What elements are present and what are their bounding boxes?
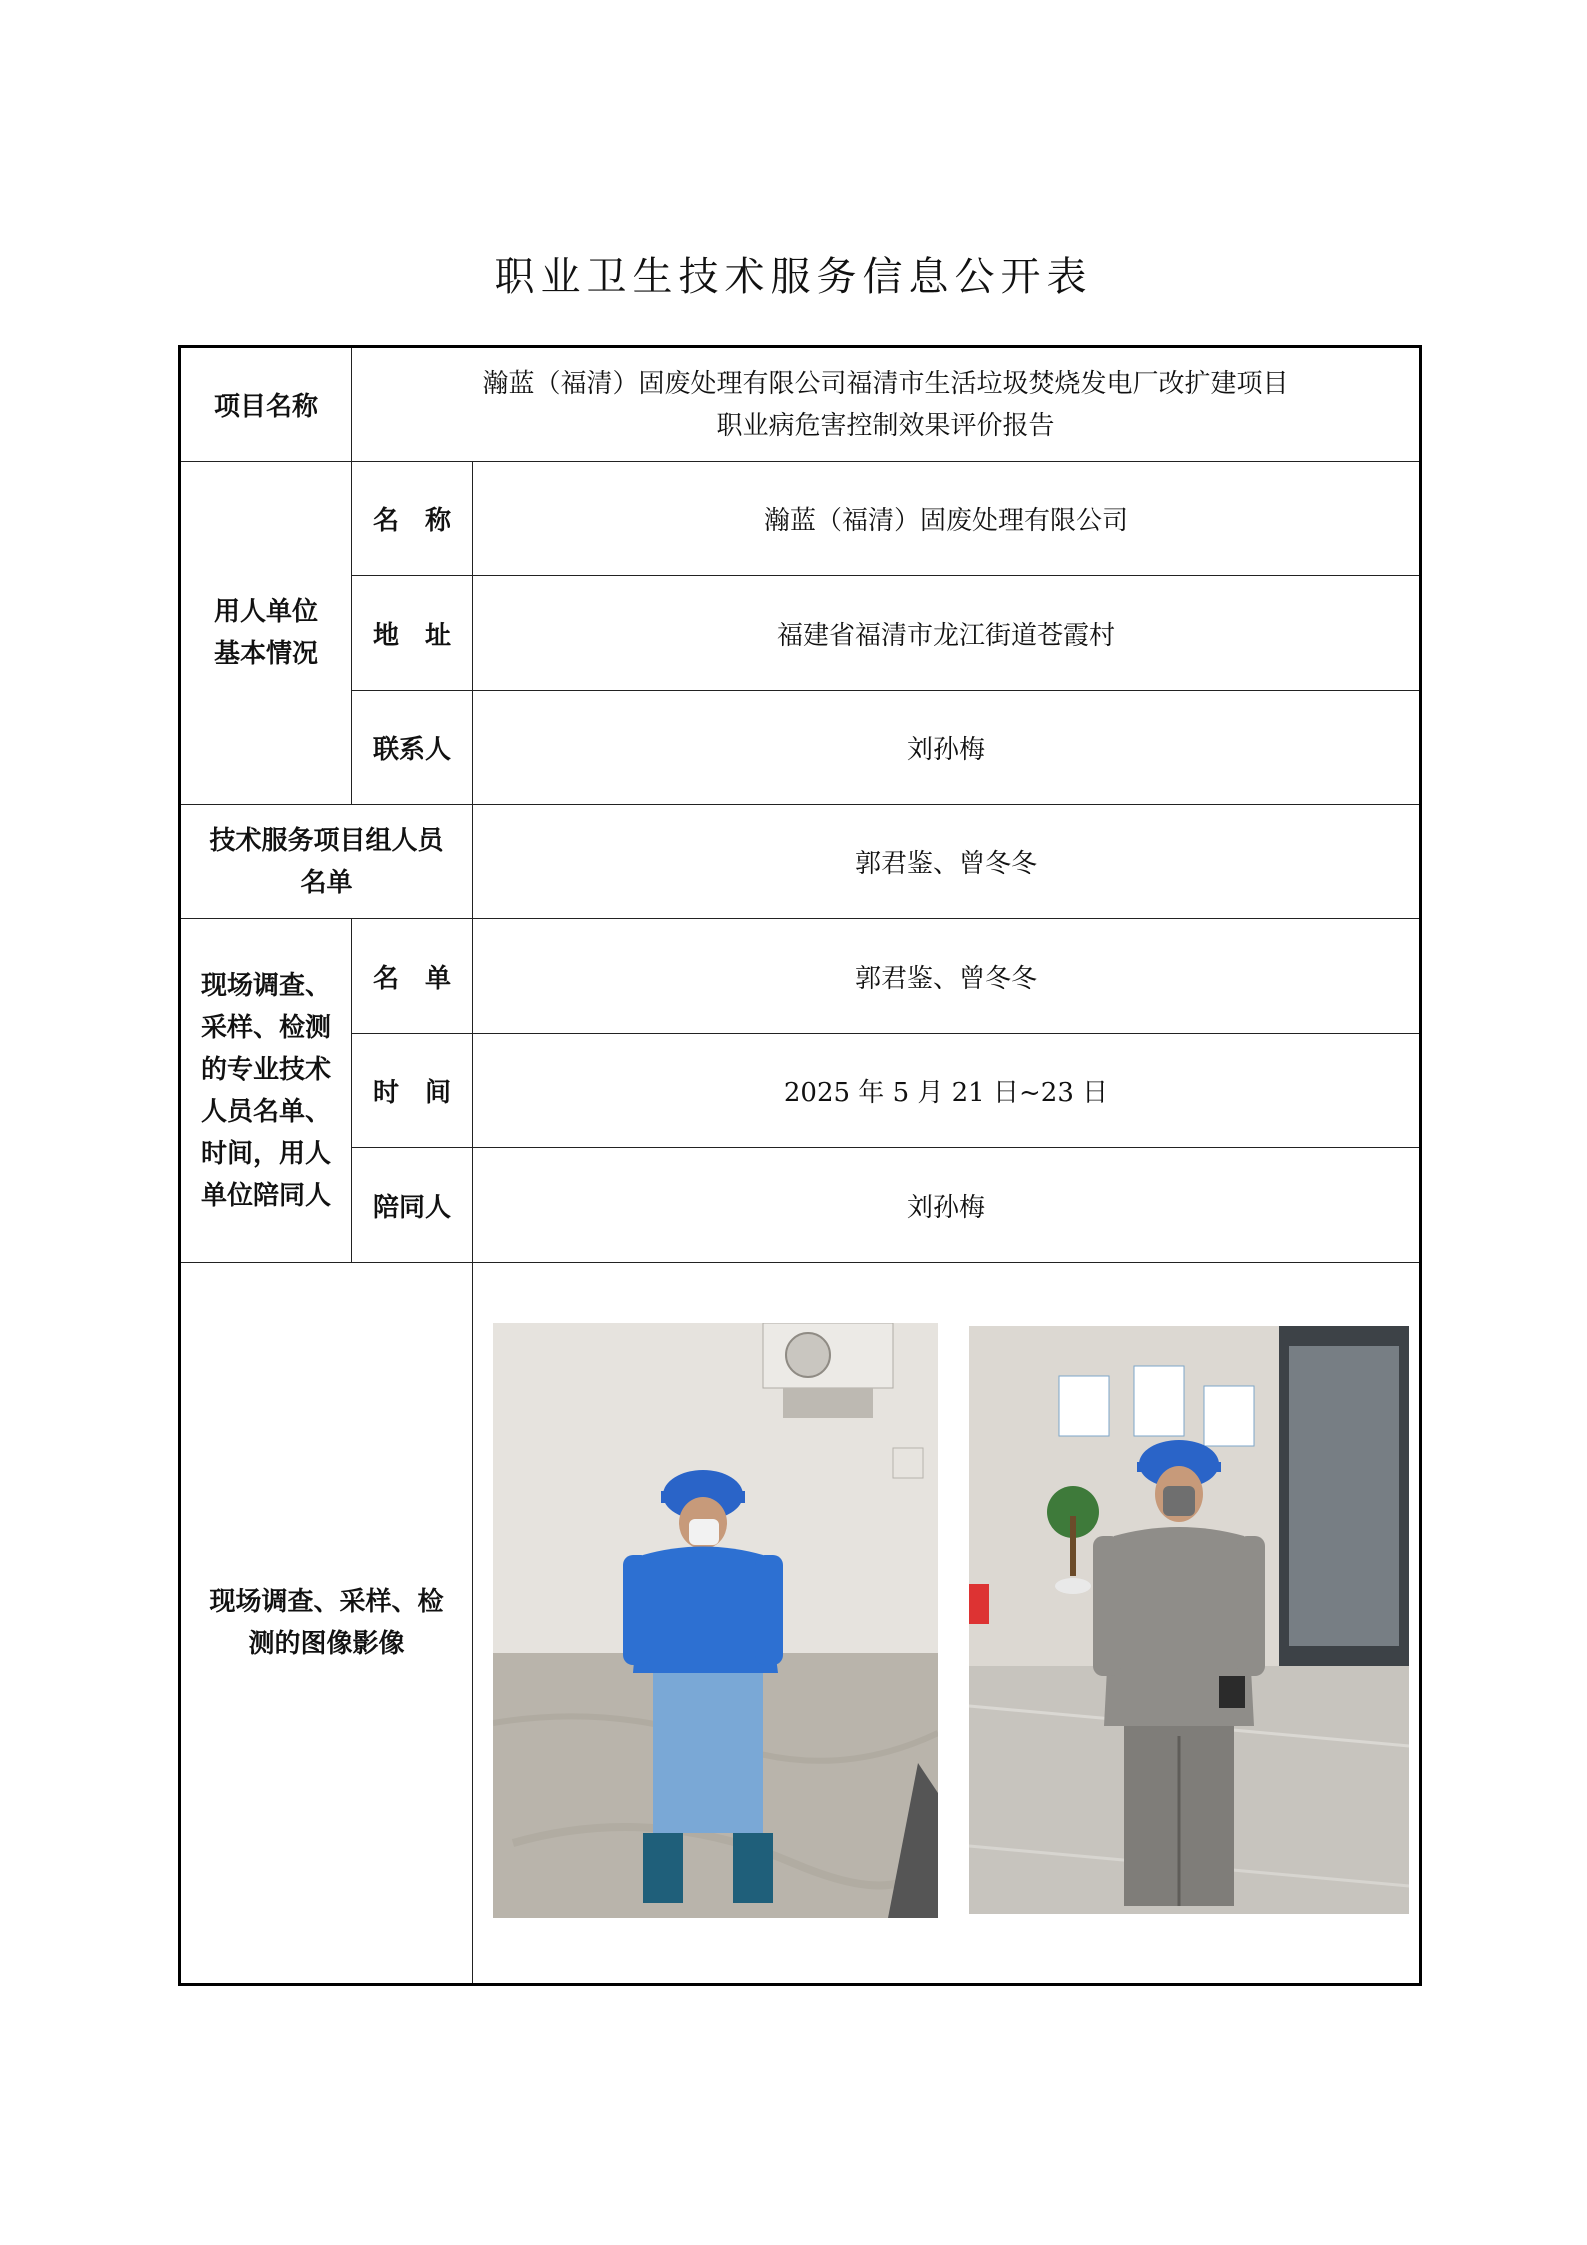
project-row: [180, 347, 1421, 462]
survey-label-line: 现场调查、: [200, 970, 331, 1001]
site-photo-worker-grey: [969, 1326, 1409, 1914]
site-photo-worker-blue: [493, 1323, 938, 1918]
employer-contact-value: 刘孙梅: [473, 691, 1421, 805]
survey-label-line: 采样、检测: [200, 1012, 331, 1043]
project-value-line2: 职业病危害控制效果评价报告: [716, 410, 1055, 441]
info-table: [178, 345, 1422, 1986]
survey-label-line: 的专业技术: [200, 1054, 331, 1085]
survey-label: [180, 919, 352, 1263]
survey-escort-row: [180, 1148, 1421, 1263]
images-label-line1: 现场调查、采样、检: [209, 1587, 444, 1617]
survey-label-line: 单位陪同人: [200, 1180, 331, 1211]
team-label-line1: 技术服务项目组人员: [209, 825, 444, 856]
team-label-line2: 名单: [300, 867, 353, 898]
project-label: 项目名称: [180, 347, 352, 462]
employer-name-label: 名 称: [352, 462, 473, 576]
survey-list-value: 郭君鉴、曾冬冬: [473, 919, 1421, 1034]
survey-time-row: [180, 1034, 1421, 1148]
team-label: [180, 805, 473, 919]
images-label: [180, 1263, 473, 1985]
employer-address-value: 福建省福清市龙江街道苍霞村: [473, 576, 1421, 691]
survey-escort-label: 陪同人: [352, 1148, 473, 1263]
images-cell: [473, 1263, 1421, 1985]
employer-contact-label: 联系人: [352, 691, 473, 805]
employer-address-label: 地 址: [352, 576, 473, 691]
employer-label-line2: 基本情况: [213, 639, 318, 669]
employer-label-line1: 用人单位: [213, 597, 318, 627]
employer-contact-row: [180, 691, 1421, 805]
employer-name-row: [180, 462, 1421, 576]
survey-time-label: 时 间: [352, 1034, 473, 1148]
project-value: [352, 347, 1421, 462]
survey-label-line: 时间，用人: [200, 1138, 331, 1169]
employer-address-row: [180, 576, 1421, 691]
survey-time-value: 2025 年 5 月 21 日~23 日: [473, 1034, 1421, 1148]
employer-label: [180, 462, 352, 805]
survey-list-label: 名 单: [352, 919, 473, 1034]
images-row: [180, 1263, 1421, 1985]
team-value: 郭君鉴、曾冬冬: [473, 805, 1421, 919]
survey-label-line: 人员名单、: [200, 1096, 331, 1127]
survey-list-row: [180, 919, 1421, 1034]
team-row: [180, 805, 1421, 919]
employer-name-value: 瀚蓝（福清）固废处理有限公司: [473, 462, 1421, 576]
page-title: 职业卫生技术服务信息公开表: [494, 254, 1093, 300]
images-label-line2: 测的图像影像: [248, 1629, 405, 1659]
survey-escort-value: 刘孙梅: [473, 1148, 1421, 1263]
project-value-line1: 瀚蓝（福清）固废处理有限公司福清市生活垃圾焚烧发电厂改扩建项目: [482, 368, 1289, 399]
